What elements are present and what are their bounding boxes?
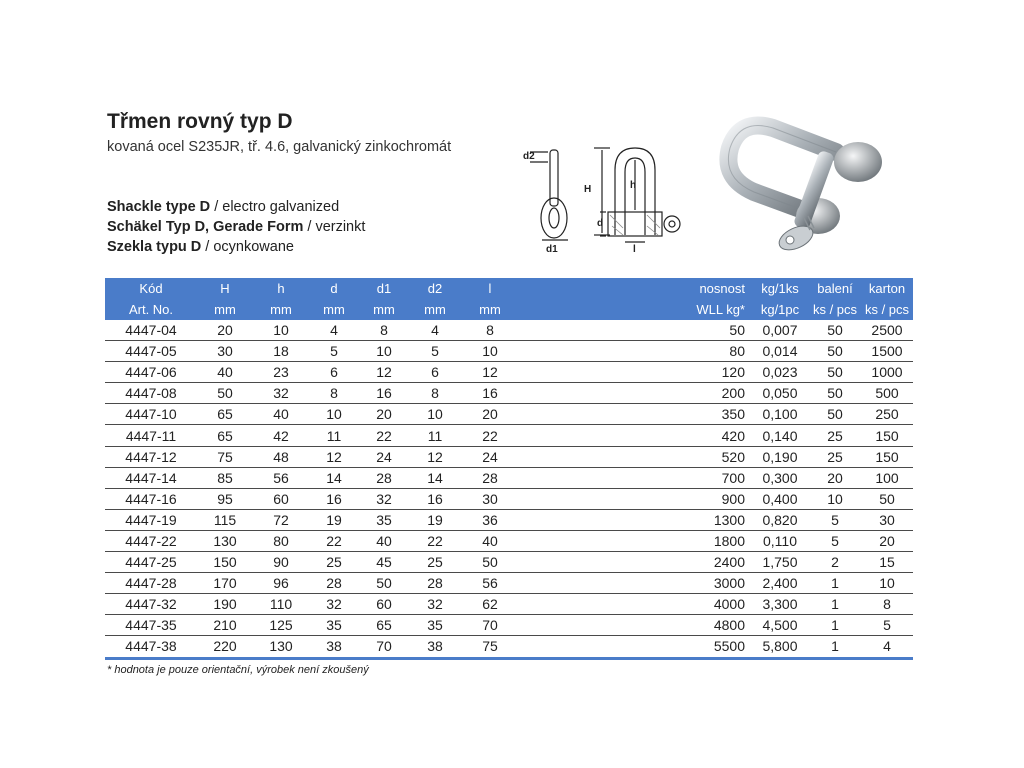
table-cell: 2400 — [519, 552, 751, 573]
column-header: d2 — [409, 278, 461, 299]
table-row — [105, 446, 913, 467]
table-cell: 210 — [197, 615, 253, 636]
table-cell: 4447-35 — [105, 615, 197, 636]
table-cell: 14 — [409, 467, 461, 488]
table-cell: 15 — [861, 552, 913, 573]
table-cell: 4447-05 — [105, 341, 197, 362]
table-cell: 0,100 — [751, 404, 809, 425]
label-H: H — [584, 184, 592, 195]
label-d2: d2 — [523, 151, 535, 162]
table-cell: 11 — [309, 425, 359, 446]
table-row — [105, 615, 913, 636]
table-cell: 8 — [359, 320, 409, 341]
table-cell: 20 — [809, 467, 861, 488]
table-cell: 4447-11 — [105, 425, 197, 446]
table-cell: 80 — [519, 341, 751, 362]
table-cell: 520 — [519, 446, 751, 467]
label-h: h — [630, 180, 637, 191]
table-cell: 4447-12 — [105, 446, 197, 467]
language-line-pl: Szekla typu D / ocynkowane — [107, 239, 294, 255]
table-cell: 0,820 — [751, 509, 809, 530]
table-cell: 16 — [359, 383, 409, 404]
table-row — [105, 341, 913, 362]
table-cell: 10 — [409, 404, 461, 425]
table-cell: 420 — [519, 425, 751, 446]
column-header: kg/1ks — [751, 278, 809, 299]
table-cell: 12 — [309, 446, 359, 467]
table-cell: 19 — [309, 509, 359, 530]
table-cell: 3000 — [519, 573, 751, 594]
table-cell: 65 — [197, 425, 253, 446]
table-cell: 5 — [809, 509, 861, 530]
column-header: mm — [359, 299, 409, 320]
table-cell: 75 — [197, 446, 253, 467]
table-cell: 1500 — [861, 341, 913, 362]
column-header: l — [461, 278, 519, 299]
table-cell: 0,014 — [751, 341, 809, 362]
table-cell: 38 — [409, 636, 461, 658]
table-cell: 30 — [197, 341, 253, 362]
table-cell: 50 — [809, 320, 861, 341]
table-cell: 90 — [253, 552, 309, 573]
table-cell: 20 — [861, 530, 913, 551]
table-cell: 5 — [809, 530, 861, 551]
table-cell: 900 — [519, 488, 751, 509]
table-cell: 30 — [861, 509, 913, 530]
table-cell: 56 — [253, 467, 309, 488]
table-cell: 62 — [461, 594, 519, 615]
table-cell: 22 — [409, 530, 461, 551]
table-row — [105, 404, 913, 425]
table-cell: 4 — [309, 320, 359, 341]
table-cell: 350 — [519, 404, 751, 425]
table-header-row — [105, 278, 913, 299]
table-cell: 35 — [359, 509, 409, 530]
table-cell: 130 — [197, 530, 253, 551]
column-header: nosnost — [519, 278, 751, 299]
table-cell: 6 — [309, 362, 359, 383]
table-cell: 500 — [861, 383, 913, 404]
table-cell: 25 — [309, 552, 359, 573]
table-cell: 36 — [461, 509, 519, 530]
table-cell: 35 — [409, 615, 461, 636]
table-cell: 10 — [809, 488, 861, 509]
table-cell: 6 — [409, 362, 461, 383]
table-cell: 0,300 — [751, 467, 809, 488]
table-cell: 50 — [809, 404, 861, 425]
table-cell: 2,400 — [751, 573, 809, 594]
column-header: h — [253, 278, 309, 299]
table-cell: 1 — [809, 615, 861, 636]
table-row — [105, 573, 913, 594]
footnote: * hodnota je pouze orientační, výrobek není zkoušený — [107, 664, 369, 676]
table-row — [105, 552, 913, 573]
table-cell: 130 — [253, 636, 309, 658]
table-cell: 1,750 — [751, 552, 809, 573]
table-cell: 30 — [461, 488, 519, 509]
table-cell: 25 — [809, 446, 861, 467]
table-cell: 20 — [461, 404, 519, 425]
table-cell: 4447-10 — [105, 404, 197, 425]
table-cell: 150 — [861, 425, 913, 446]
table-cell: 4447-16 — [105, 488, 197, 509]
column-header: mm — [461, 299, 519, 320]
table-cell: 50 — [461, 552, 519, 573]
table-cell: 24 — [461, 446, 519, 467]
table-row — [105, 636, 913, 658]
table-cell: 8 — [409, 383, 461, 404]
table-cell: 20 — [359, 404, 409, 425]
table-cell: 11 — [409, 425, 461, 446]
table-row — [105, 594, 913, 615]
table-cell: 50 — [519, 320, 751, 341]
table-cell: 16 — [409, 488, 461, 509]
table-cell: 4447-38 — [105, 636, 197, 658]
table-cell: 220 — [197, 636, 253, 658]
table-cell: 60 — [253, 488, 309, 509]
table-cell: 65 — [197, 404, 253, 425]
table-cell: 110 — [253, 594, 309, 615]
table-cell: 10 — [309, 404, 359, 425]
table-row — [105, 320, 913, 341]
table-cell: 14 — [309, 467, 359, 488]
language-line-en: Shackle type D / electro galvanized — [107, 199, 340, 215]
label-d1: d1 — [546, 244, 558, 255]
label-l: l — [633, 244, 636, 255]
table-row — [105, 467, 913, 488]
table-cell: 170 — [197, 573, 253, 594]
table-cell: 5 — [409, 341, 461, 362]
table-cell: 75 — [461, 636, 519, 658]
table-cell: 22 — [359, 425, 409, 446]
table-cell: 4447-04 — [105, 320, 197, 341]
column-header: ks / pcs — [809, 299, 861, 320]
table-cell: 190 — [197, 594, 253, 615]
table-cell: 120 — [519, 362, 751, 383]
table-cell: 32 — [409, 594, 461, 615]
table-cell: 10 — [359, 341, 409, 362]
table-cell: 4 — [409, 320, 461, 341]
table-cell: 8 — [861, 594, 913, 615]
table-cell: 28 — [309, 573, 359, 594]
table-cell: 16 — [309, 488, 359, 509]
table-cell: 10 — [461, 341, 519, 362]
table-cell: 85 — [197, 467, 253, 488]
table-cell: 25 — [409, 552, 461, 573]
table-cell: 2 — [809, 552, 861, 573]
table-cell: 4447-25 — [105, 552, 197, 573]
column-header: d1 — [359, 278, 409, 299]
table-cell: 42 — [253, 425, 309, 446]
table-cell: 65 — [359, 615, 409, 636]
column-header: mm — [309, 299, 359, 320]
table-row — [105, 509, 913, 530]
table-cell: 96 — [253, 573, 309, 594]
table-cell: 4447-19 — [105, 509, 197, 530]
table-cell: 1000 — [861, 362, 913, 383]
table-cell: 4447-08 — [105, 383, 197, 404]
table-cell: 60 — [359, 594, 409, 615]
table-cell: 95 — [197, 488, 253, 509]
column-header: karton — [861, 278, 913, 299]
table-cell: 28 — [461, 467, 519, 488]
table-cell: 1800 — [519, 530, 751, 551]
table-row — [105, 530, 913, 551]
table-cell: 50 — [809, 383, 861, 404]
table-cell: 70 — [359, 636, 409, 658]
table-cell: 4 — [861, 636, 913, 658]
table-cell: 4800 — [519, 615, 751, 636]
table-cell: 32 — [359, 488, 409, 509]
table-cell: 50 — [861, 488, 913, 509]
table-cell: 12 — [461, 362, 519, 383]
table-cell: 5 — [309, 341, 359, 362]
table-cell: 0,140 — [751, 425, 809, 446]
table-cell: 38 — [309, 636, 359, 658]
table-row — [105, 383, 913, 404]
product-subtitle: kovaná ocel S235JR, tř. 4.6, galvanický zinkochromát — [107, 139, 452, 155]
table-cell: 100 — [861, 467, 913, 488]
table-cell: 40 — [461, 530, 519, 551]
table-cell: 700 — [519, 467, 751, 488]
column-header: mm — [409, 299, 461, 320]
label-d: d — [597, 218, 604, 229]
table-cell: 150 — [861, 446, 913, 467]
table-row — [105, 362, 913, 383]
column-header: balení — [809, 278, 861, 299]
table-cell: 16 — [461, 383, 519, 404]
table-cell: 70 — [461, 615, 519, 636]
table-cell: 4447-22 — [105, 530, 197, 551]
table-cell: 5500 — [519, 636, 751, 658]
table-cell: 1300 — [519, 509, 751, 530]
table-cell: 40 — [197, 362, 253, 383]
table-cell: 3,300 — [751, 594, 809, 615]
table-cell: 18 — [253, 341, 309, 362]
table-cell: 115 — [197, 509, 253, 530]
column-header: mm — [253, 299, 309, 320]
table-cell: 50 — [809, 362, 861, 383]
table-cell: 22 — [461, 425, 519, 446]
table-cell: 0,050 — [751, 383, 809, 404]
table-row — [105, 425, 913, 446]
table-cell: 0,023 — [751, 362, 809, 383]
product-photo — [718, 110, 900, 272]
table-cell: 12 — [359, 362, 409, 383]
table-cell: 150 — [197, 552, 253, 573]
table-cell: 5 — [861, 615, 913, 636]
table-cell: 48 — [253, 446, 309, 467]
table-cell: 28 — [409, 573, 461, 594]
table-cell: 125 — [253, 615, 309, 636]
table-cell: 72 — [253, 509, 309, 530]
table-cell: 1 — [809, 573, 861, 594]
table-cell: 8 — [309, 383, 359, 404]
column-header: kg/1pc — [751, 299, 809, 320]
table-cell: 40 — [253, 404, 309, 425]
technical-drawing — [520, 140, 690, 258]
table-cell: 4,500 — [751, 615, 809, 636]
column-header: Kód — [105, 278, 197, 299]
product-title: Třmen rovný typ D — [107, 110, 293, 133]
table-cell: 20 — [197, 320, 253, 341]
table-header-row — [105, 299, 913, 320]
table-cell: 5,800 — [751, 636, 809, 658]
table-cell: 0,190 — [751, 446, 809, 467]
table-cell: 4000 — [519, 594, 751, 615]
table-cell: 50 — [809, 341, 861, 362]
table-cell: 200 — [519, 383, 751, 404]
table-cell: 4447-32 — [105, 594, 197, 615]
table-cell: 250 — [861, 404, 913, 425]
table-cell: 28 — [359, 467, 409, 488]
table-cell: 2500 — [861, 320, 913, 341]
table-cell: 1 — [809, 594, 861, 615]
table-cell: 50 — [197, 383, 253, 404]
table-cell: 35 — [309, 615, 359, 636]
table-cell: 0,007 — [751, 320, 809, 341]
table-cell: 50 — [359, 573, 409, 594]
table-cell: 40 — [359, 530, 409, 551]
column-header: WLL kg* — [519, 299, 751, 320]
table-cell: 80 — [253, 530, 309, 551]
language-line-de: Schäkel Typ D, Gerade Form / verzinkt — [107, 219, 366, 235]
column-header: H — [197, 278, 253, 299]
column-header: ks / pcs — [861, 299, 913, 320]
table-cell: 0,400 — [751, 488, 809, 509]
column-header: d — [309, 278, 359, 299]
column-header: Art. No. — [105, 299, 197, 320]
table-cell: 23 — [253, 362, 309, 383]
table-row — [105, 488, 913, 509]
table-cell: 1 — [809, 636, 861, 658]
table-cell: 56 — [461, 573, 519, 594]
column-header: mm — [197, 299, 253, 320]
table-cell: 32 — [253, 383, 309, 404]
table-cell: 10 — [861, 573, 913, 594]
table-cell: 19 — [409, 509, 461, 530]
spec-table — [105, 278, 913, 660]
table-cell: 25 — [809, 425, 861, 446]
table-cell: 0,110 — [751, 530, 809, 551]
table-cell: 24 — [359, 446, 409, 467]
table-cell: 45 — [359, 552, 409, 573]
table-cell: 4447-06 — [105, 362, 197, 383]
table-cell: 4447-14 — [105, 467, 197, 488]
table-cell: 4447-28 — [105, 573, 197, 594]
table-cell: 32 — [309, 594, 359, 615]
table-cell: 10 — [253, 320, 309, 341]
table-cell: 22 — [309, 530, 359, 551]
table-cell: 8 — [461, 320, 519, 341]
table-cell: 12 — [409, 446, 461, 467]
